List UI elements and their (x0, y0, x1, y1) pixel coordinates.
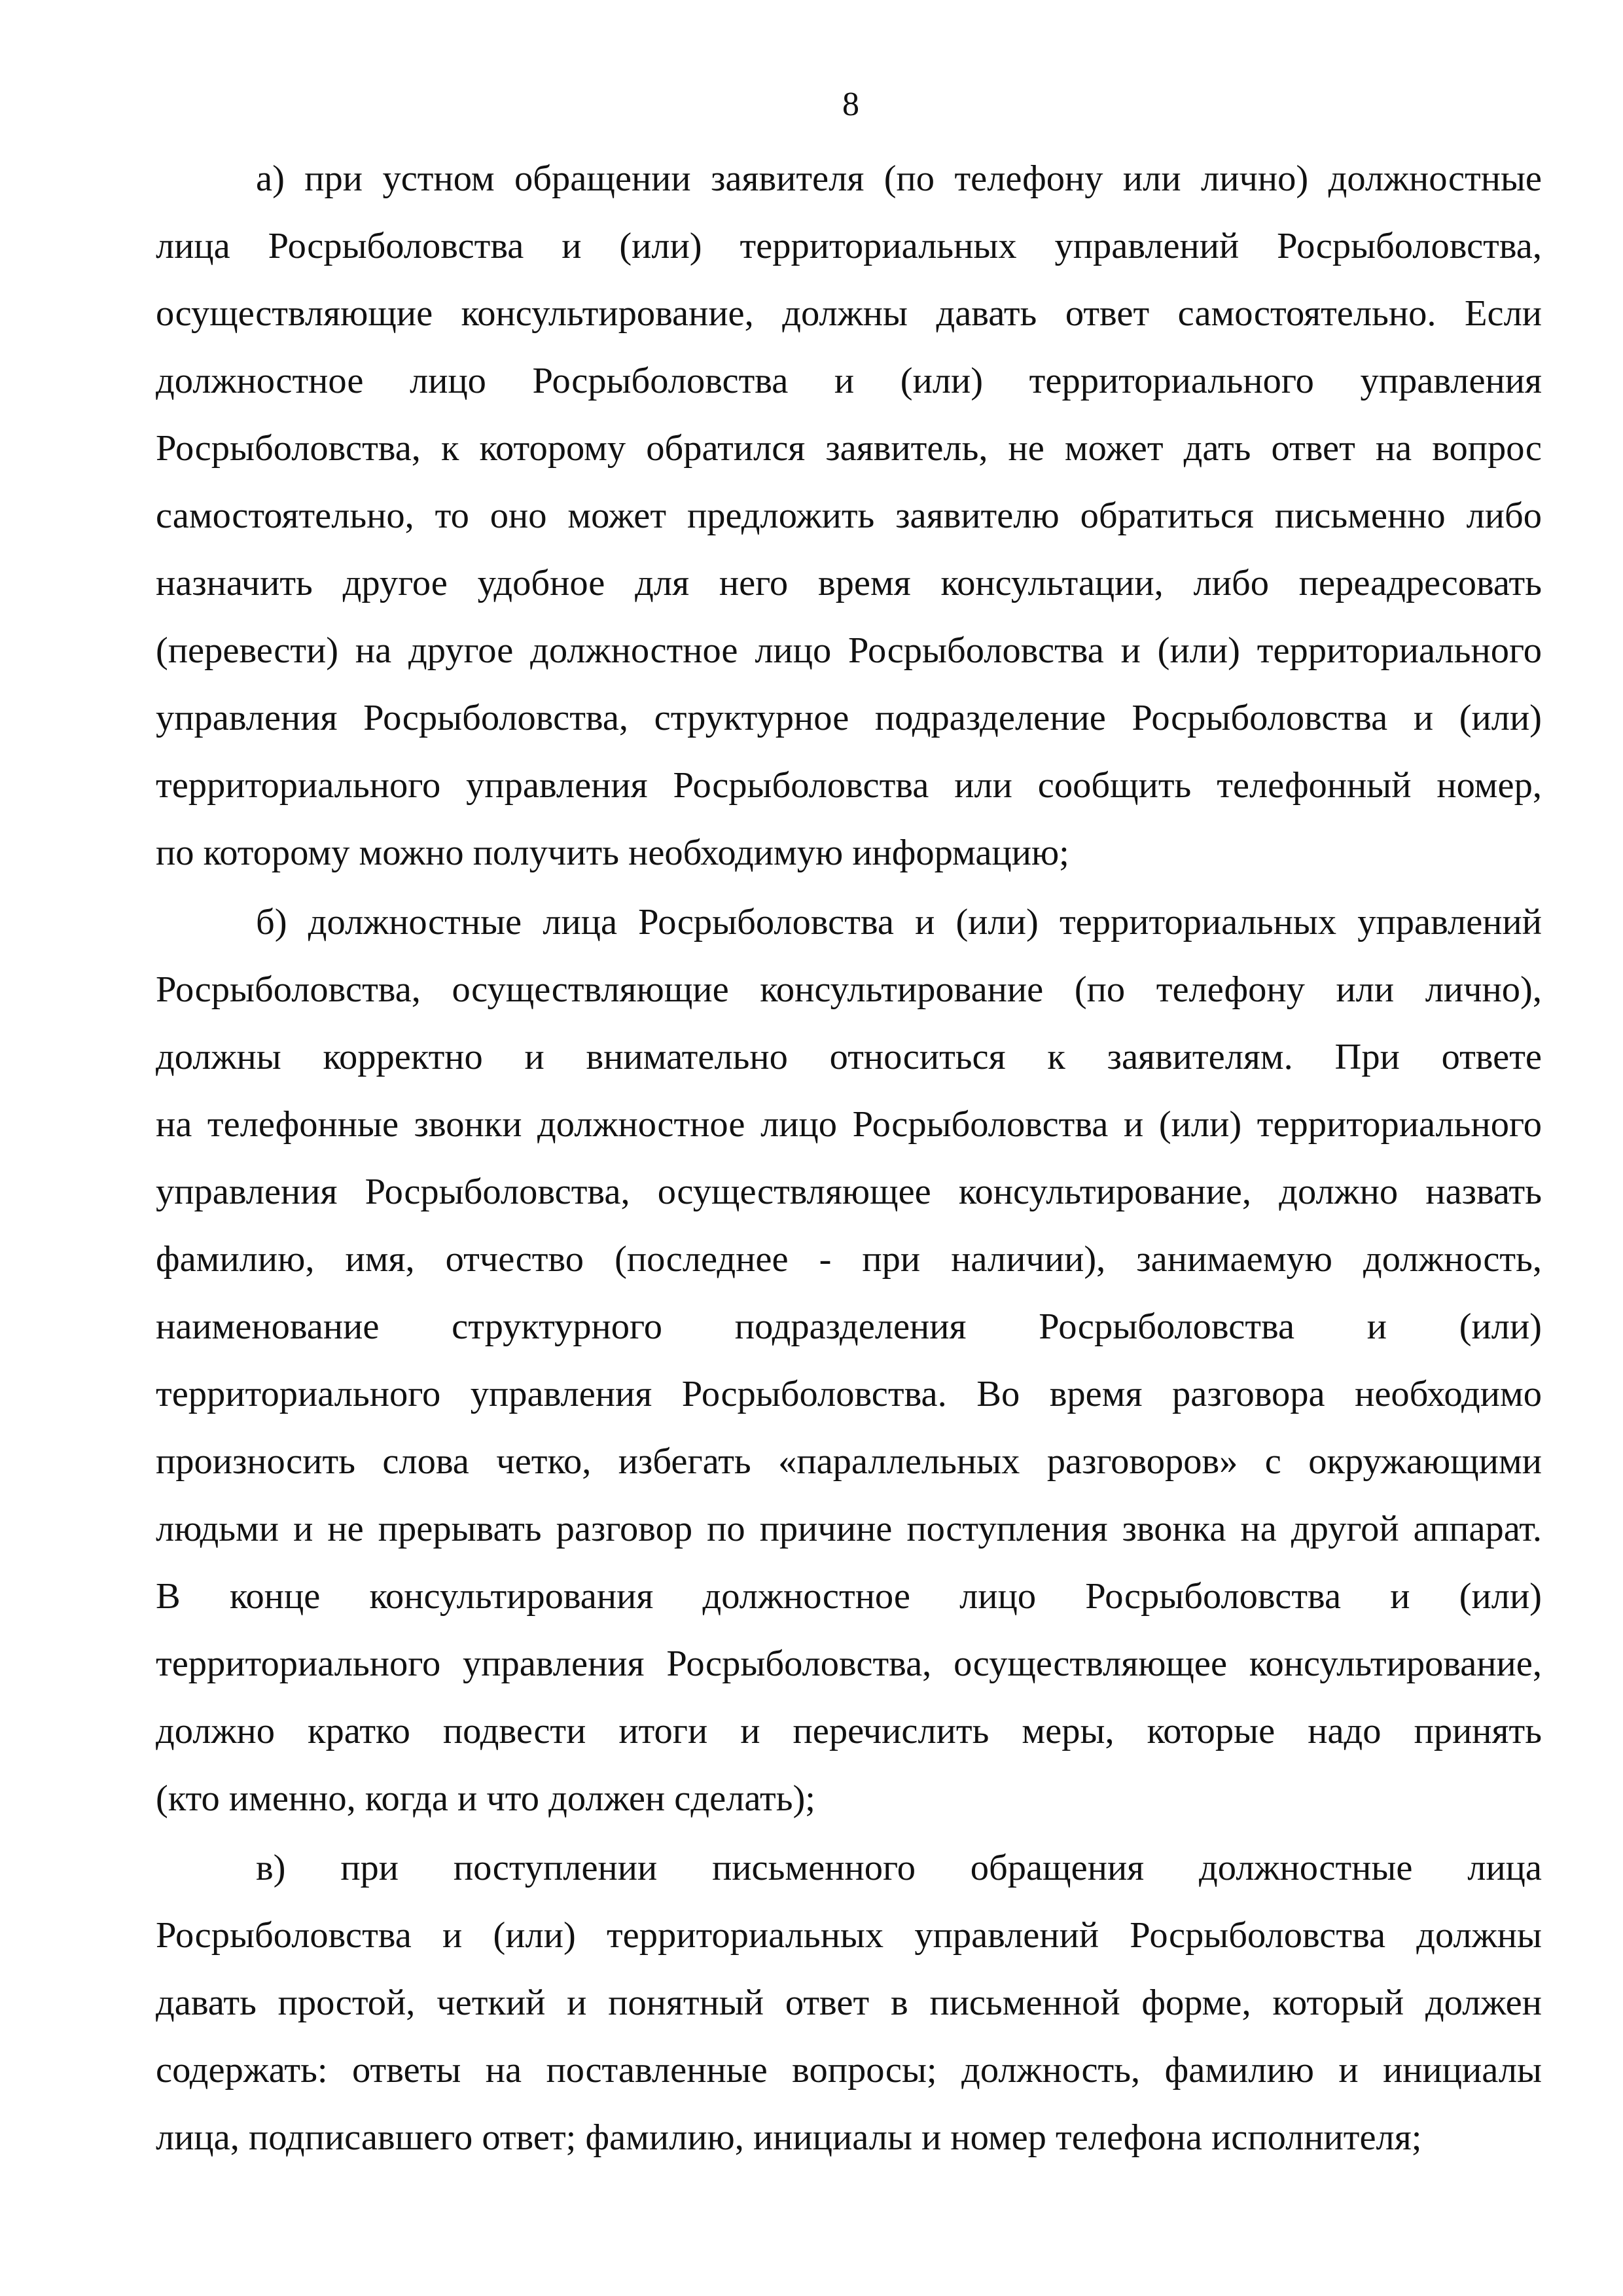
text-line: должно кратко подвести итоги и перечислить меры, которые надо принять (156, 1711, 1542, 1751)
text-line: а) при устном обращении заявителя (по телефону или лично) должностные (256, 158, 1542, 199)
text-line: (перевести) на другое должностное лицо Росрыболовства и (или) территориального (156, 630, 1542, 671)
text-line: В конце консультирования должностное лицо Росрыболовства и (или) (156, 1576, 1542, 1617)
text-line: Росрыболовства, к которому обратился заявитель, не может дать ответ на вопрос (156, 428, 1542, 469)
text-line: самостоятельно, то оно может предложить заявителю обратиться письменно либо (156, 495, 1542, 536)
text-line: б) должностные лица Росрыболовства и (или) территориальных управлений (256, 902, 1542, 942)
text-line: территориального управления Росрыболовства, осуществляющее консультирование, (156, 1643, 1542, 1684)
text-line: давать простой, четкий и понятный ответ в письменной форме, который должен (156, 1982, 1542, 2023)
text-line: территориального управления Росрыболовства или сообщить телефонный номер, (156, 765, 1542, 806)
paragraph-b (156, 889, 1542, 1833)
text-line: фамилию, имя, отчество (последнее - при наличии), занимаемую должность, (156, 1239, 1542, 1280)
document-body (156, 145, 1542, 2172)
text-line: должны корректно и внимательно относиться к заявителям. При ответе (156, 1037, 1542, 1077)
text-line: лица Росрыболовства и (или) территориальных управлений Росрыболовства, (156, 226, 1542, 266)
text-line: Росрыболовства и (или) территориальных управлений Росрыболовства должны (156, 1915, 1542, 1956)
text-line: управления Росрыболовства, осуществляющее консультирование, должно назвать (156, 1172, 1542, 1212)
text-line: на телефонные звонки должностное лицо Росрыболовства и (или) территориального (156, 1104, 1542, 1145)
text-line: произносить слова четко, избегать «параллельных разговоров» с окружающими (156, 1441, 1542, 1482)
text-line: содержать: ответы на поставленные вопросы; должность, фамилию и инициалы (156, 2050, 1542, 2090)
text-line: управления Росрыболовства, структурное подразделение Росрыболовства и (или) (156, 698, 1542, 738)
text-line: (кто именно, когда и что должен сделать); (156, 1778, 815, 1819)
text-line: в) при поступлении письменного обращения должностные лица (256, 1848, 1542, 1888)
paragraph-a (156, 145, 1542, 887)
page-number: 8 (842, 86, 859, 123)
text-line: лица, подписавшего ответ; фамилию, инициалы и номер телефона исполнителя; (156, 2117, 1422, 2158)
text-line: по которому можно получить необходимую информацию; (156, 833, 1069, 873)
text-line: Росрыболовства, осуществляющие консультирование (по телефону или лично), (156, 969, 1542, 1010)
text-line: должностное лицо Росрыболовства и (или) территориального управления (156, 361, 1542, 401)
text-line: осуществляющие консультирование, должны давать ответ самостоятельно. Если (156, 293, 1542, 334)
text-line: назначить другое удобное для него время консультации, либо переадресовать (156, 563, 1542, 603)
text-line: наименование структурного подразделения Росрыболовства и (или) (156, 1306, 1542, 1347)
text-line: людьми и не прерывать разговор по причине поступления звонка на другой аппарат. (156, 1509, 1542, 1549)
text-line: территориального управления Росрыболовства. Во время разговора необходимо (156, 1374, 1542, 1414)
paragraph-v (156, 1835, 1542, 2172)
